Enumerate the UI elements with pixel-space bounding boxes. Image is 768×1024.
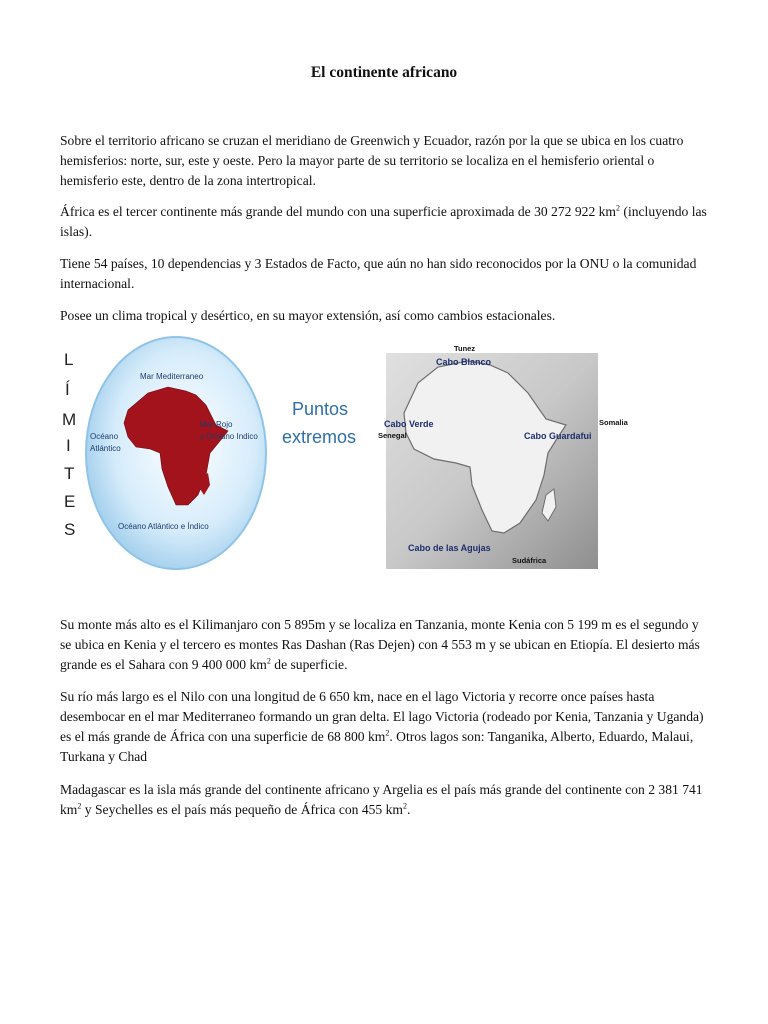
globe-label-indian-ocean: y Océano Indico <box>200 432 258 441</box>
puntos-line-2: extremos <box>282 427 357 447</box>
paragraph-countries: Tiene 54 países, 10 dependencias y 3 Estados de Facto, que aún no han sido reconocidos por la ONU o la comunidad internacional. <box>60 256 697 291</box>
limites-letter: S <box>64 520 76 539</box>
map-label-sudafrica: Sudáfrica <box>512 556 547 565</box>
svg-text:Mar Mediterraneo <box>140 372 204 381</box>
extreme-points-map <box>378 344 629 569</box>
map-label-cabo-blanco: Cabo Blanco <box>436 357 492 367</box>
puntos-extremos-heading <box>282 399 356 447</box>
map-label-senegal: Senegal <box>378 431 407 440</box>
africa-globe <box>86 337 266 569</box>
map-label-cabo-verde: Cabo Verde <box>384 419 434 429</box>
map-label-tunez: Tunez <box>454 344 476 353</box>
paragraph-rivers-lakes: Su río más largo es el Nilo con una longitud de 6 650 km, nace en el lago Victoria y recorre once países hasta desembocar en el mar Mediterraneo formando un gran delta. El lago Victoria (rodeado por Kenia, Tanzania y Uganda) es el más grande de África con una superficie de 68 800 $km^2$. Otros lagos son: Tanganika, Alberto, Eduardo, Malaui, Turkana y Chad <box>60 689 704 764</box>
globe-label-bottom: Océano Atlántico e Índico <box>118 522 209 531</box>
africa-figure <box>58 335 644 575</box>
globe-label-atlantic-2: Atlántico <box>90 444 121 453</box>
africa-figure-svg <box>58 335 644 575</box>
limites-heading <box>62 350 76 539</box>
paragraph-hemispheres: Sobre el territorio africano se cruzan el meridiano de Greenwich y Ecuador, razón por la que se ubica en los cuatro hemisferios: norte, sur, este y oeste. Pero la mayor parte de su territorio se localiza en el hemisferio oriental o hemisferio este, dentro de la zona intertropical. <box>60 133 684 188</box>
puntos-line-1: Puntos <box>292 399 349 419</box>
limites-letter: Í <box>65 380 70 399</box>
map-label-cabo-guardafui: Cabo Guardafui <box>524 431 592 441</box>
paragraph-countries-size: Madagascar es la isla más grande del continente africano y Argelia es el país más grande del continente con 2 381 741 $km^2$ y Seychelles es el país más pequeño de África con 455 $km^2$. <box>60 782 703 817</box>
globe-label-red-sea: Mar Rojo <box>200 420 233 429</box>
page-title: El continente africano <box>310 64 458 81</box>
paragraph-climate: Posee un clima tropical y desértico, en su mayor extensión, así como cambios estacionales. <box>60 308 556 323</box>
map-label-cabo-agujas: Cabo de las Agujas <box>408 543 491 553</box>
globe-label-atlantic-1: Océano <box>90 432 119 441</box>
paragraph-surface: África es el tercer continente más grande del mundo con una superficie aproximada de 30 272 922 $km^2$ (incluyendo las islas). <box>60 203 707 239</box>
limites-letter: M <box>62 410 77 429</box>
limites-letter: E <box>64 492 76 511</box>
limites-letter: T <box>64 464 75 483</box>
paragraph-mountains: Su monte más alto es el Kilimanjaro con 5 895m y se localiza en Tanzania, monte Kenia con 5 199 m es el segundo y se ubica en Kenia y el tercero es montes Ras Dashan (Ras Dejen) con 4 553 m y se ubican en Etiopía. El desierto más grande es el Sahara con 9 400 000 $km^2$ de superficie. <box>60 617 700 672</box>
map-label-somalia: Somalia <box>599 418 628 427</box>
limites-letter: I <box>66 436 71 455</box>
globe-label-mediterranean: Mar Mediterraneo <box>140 372 204 381</box>
limites-letter: L <box>64 350 74 369</box>
